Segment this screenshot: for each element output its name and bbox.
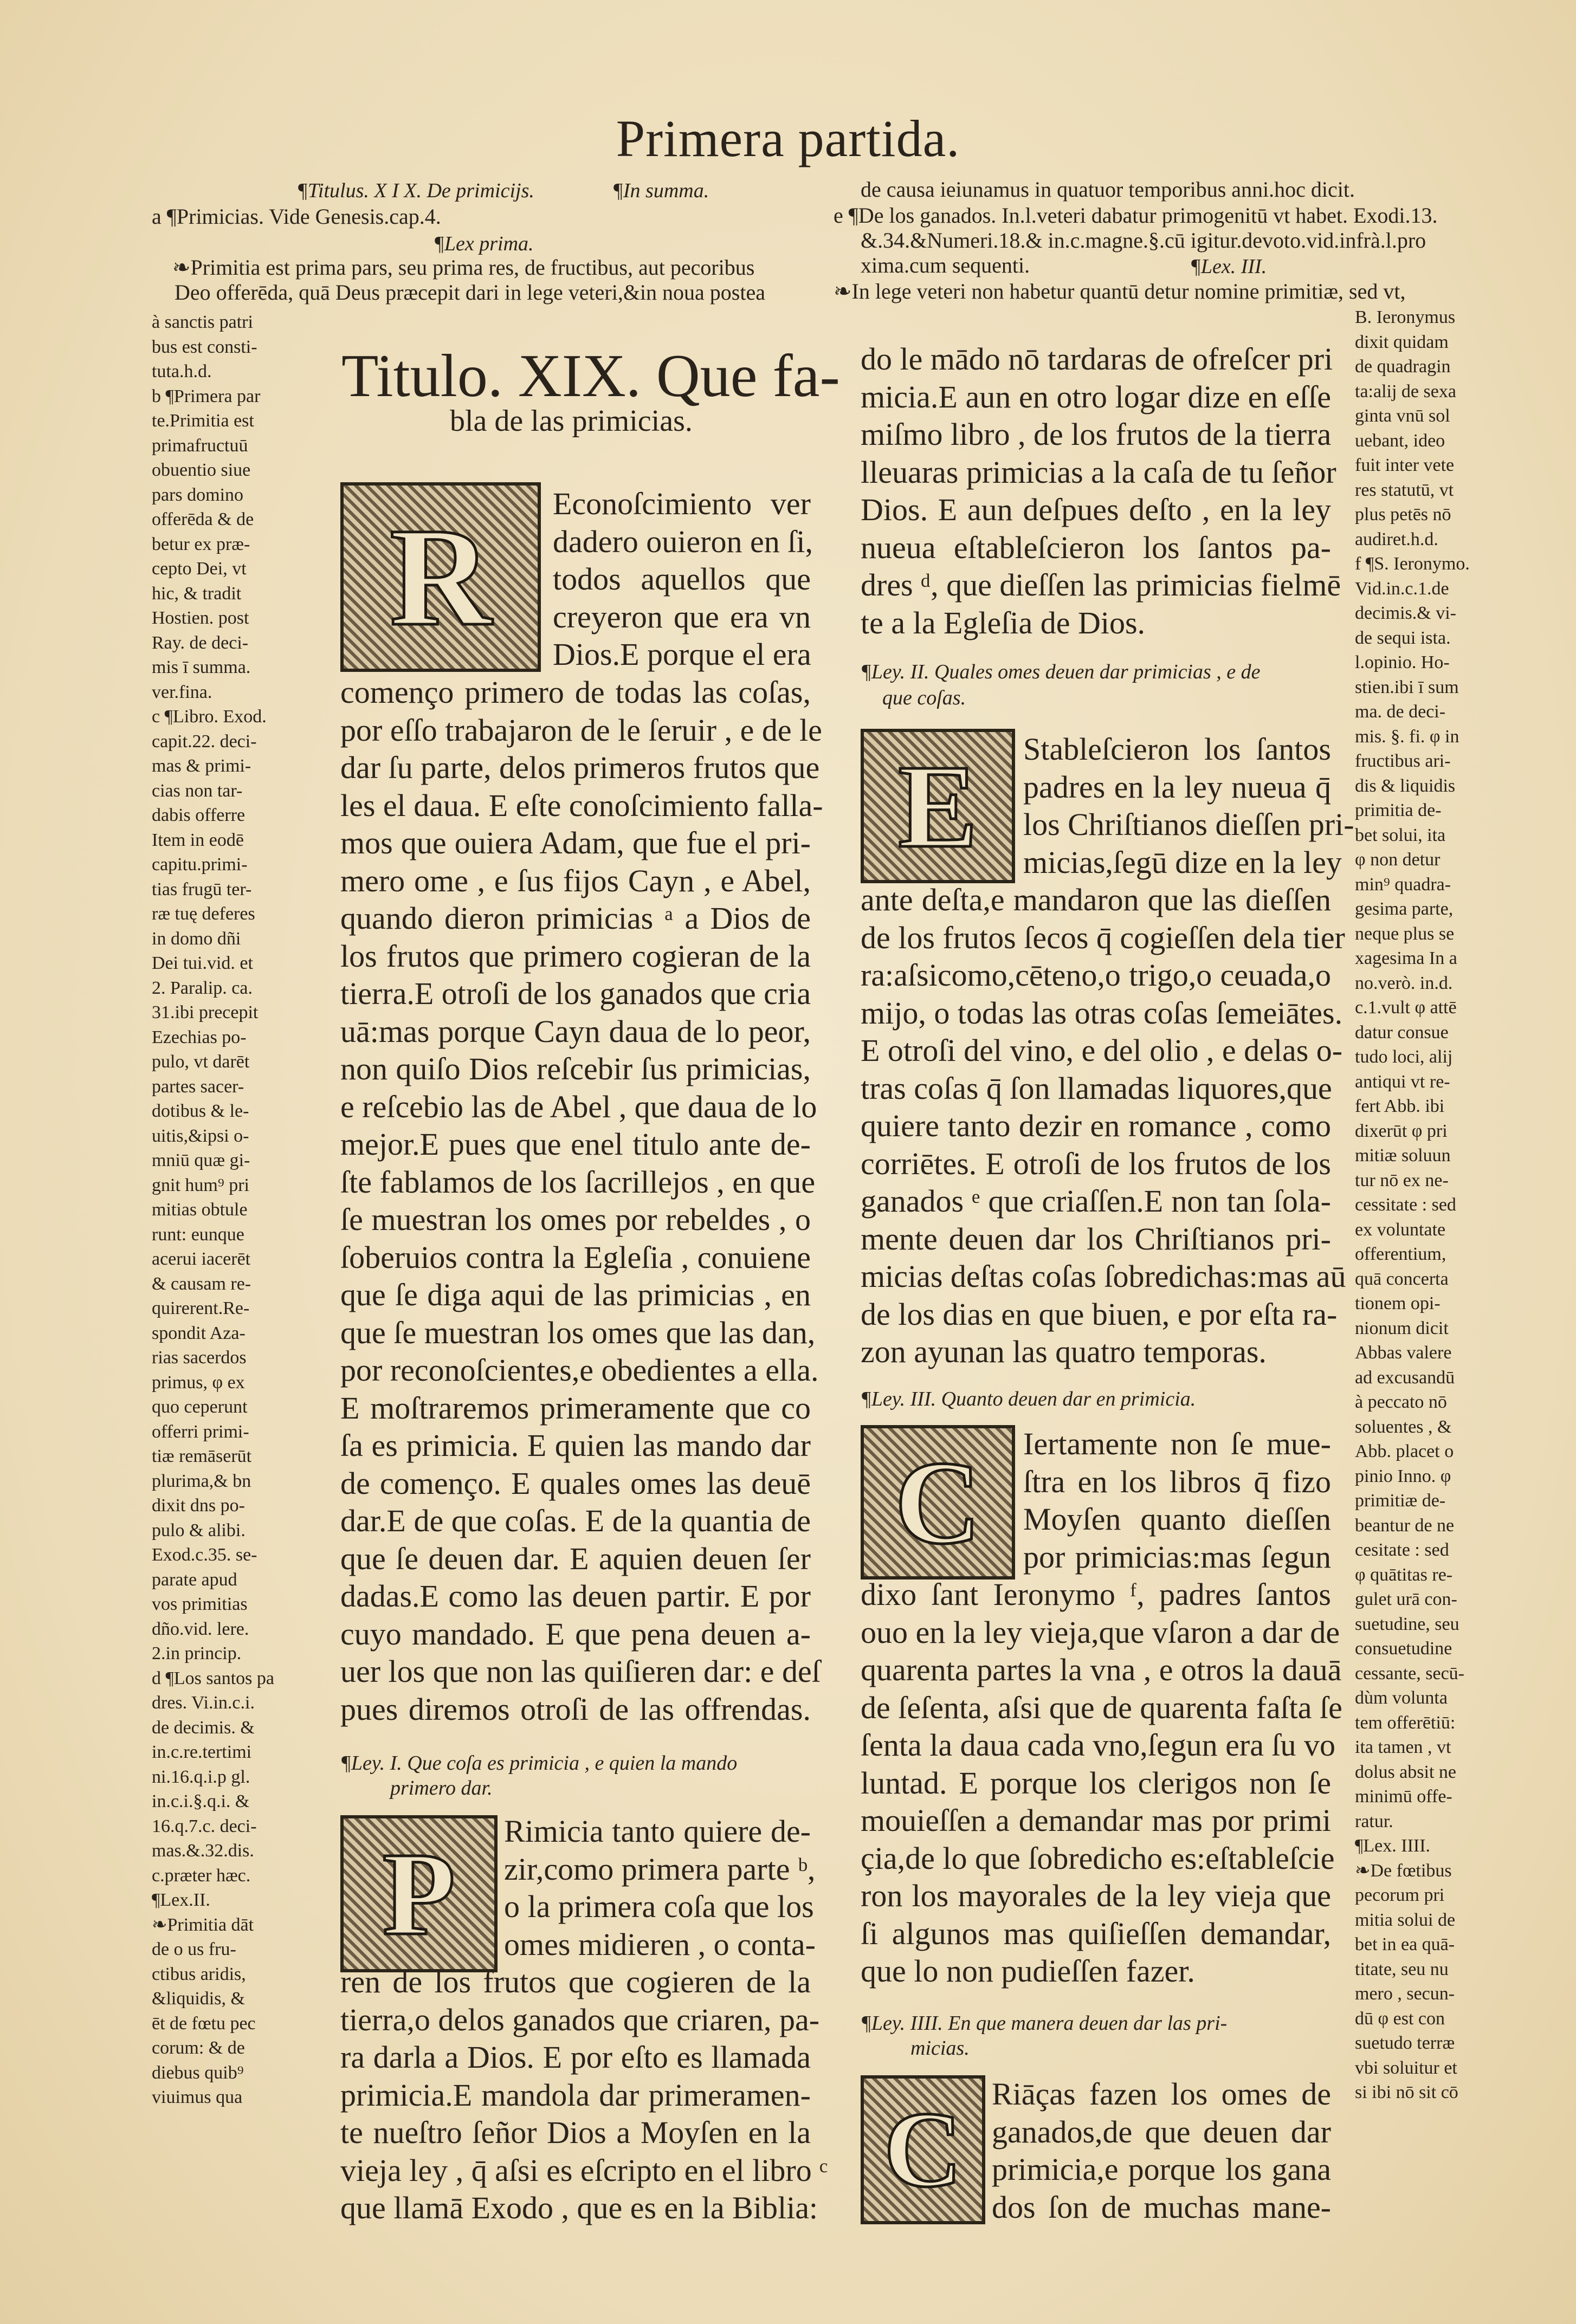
text-line: zon ayunan las quatro temporas. xyxy=(861,1334,1267,1369)
text-line: que ſe muestran los omes que las dan, xyxy=(340,1315,816,1350)
text-line: Moyſen quanto dieſſen xyxy=(1023,1501,1331,1537)
text-line: ganados,de que deuen dar xyxy=(992,2114,1331,2150)
text-line: de los dias en que biuen, e por eſta ra- xyxy=(861,1296,1338,1332)
text-line: vieja ley , q̄ aſsi es eſcripto en el libro ᶜ xyxy=(340,2152,828,2188)
text-line: uā:mas porque Cayn daua de lo peor, xyxy=(340,1013,811,1049)
text-line: ren de los frutos que cogieren de la xyxy=(340,1964,811,1999)
text-line: ouo en la ley vieja,que vſaron a dar de xyxy=(861,1614,1340,1650)
text-line: los frutos que primero cogieran de la xyxy=(340,938,811,974)
text-line: dar.E de que coſas. E de la quantia de xyxy=(340,1503,811,1538)
ley-4-heading-line-1: ¶Ley. IIII. En que manera deuen dar las pri- xyxy=(861,2012,1228,2035)
text-line: que lo non pudieſſen fazer. xyxy=(861,1953,1195,1989)
text-line: mejor.E pues que enel titulo ante de- xyxy=(340,1127,811,1162)
gloss-top-line-2: Deo offerēda, quā Deus præcepit dari in lege veteri,&in noua postea xyxy=(175,280,765,305)
initial-letter: P xyxy=(382,1828,456,1960)
text-line: començo primero de todas las coſas, xyxy=(340,675,811,710)
text-line: ſi algunos mas quiſieſſen demandar, xyxy=(861,1915,1331,1951)
col2-para2-beside xyxy=(1023,730,1354,881)
text-line: Riāças fazen los omes de xyxy=(992,2076,1331,2112)
gloss-top-right-5: ❧In lege veteri non habetur quantū detur nomine primitiæ, sed vt, xyxy=(834,279,1406,303)
text-line: ſenta la daua cada vno,ſegun era ſu vo xyxy=(861,1727,1336,1763)
lex-prima-rubric: ¶Lex prima. xyxy=(434,232,534,255)
text-line: de començo. E quales omes las deuē xyxy=(340,1465,811,1501)
text-line: ſte fablamos de los ſacrillejos , en que xyxy=(340,1164,816,1200)
col2-para3-body xyxy=(861,1576,1342,1990)
title-main: Titulo. XIX. Que fa- xyxy=(341,342,840,410)
right-margin-gloss: B. Ieronymus dixit quidam de quadragin ta:alij de sexa ginta vnū sol uebant, ideo fuit inter vete res statutū, vt plus petēs nō audiret.h.d. f ¶S. Ieronymo. Vid.in.c.1.de decimis.& vi- de sequi ista. l.opinio. Ho- stien.ibi ī sum ma. de deci- mis. §. fi. φ in fructibus ari- dis & liquidis primitia de- bet solui, ita φ non detur min⁹ quadra- gesima parte, neque plus se xagesima In a no.verò. in.d. c.1.vult φ attē datur consue tudo loci, alij antiqui vt re- fert Abb. ibi dixerūt φ pri mitiæ soluun tur nō ex ne- cessitate : sed ex voluntate offerentium, quā concerta tionem opi- nionum dicit Abbas valere ad excusandū à peccato nō soluentes , & Abb. placet o pinio Inno. φ primitiæ de- beantur de ne cesitate : sed φ quātitas re- gulet urā con- suetudine, seu consuetudine cessante, secū- dùm volunta tem offerētiū: ita tamen , vt dolus absit ne minimū offe- ratur. ¶Lex. IIII. ❧De fœtibus pecorum pri mitia solui de bet in ea quā- titate, seu nu mero , secun- dū φ est con suetudo terræ vbi soluitur et si ibi nō sit cō xyxy=(1355,307,1470,2102)
text-line: omes midieren , o conta- xyxy=(504,1926,816,1962)
col2-top-body xyxy=(861,340,1341,642)
text-line: mos que ouiera Adam, que fue el pri- xyxy=(340,825,811,860)
decorated-initial-c2 xyxy=(861,2075,985,2224)
gloss-a-line: a ¶Primicias. Vide Genesis.cap.4. xyxy=(152,204,441,229)
text-line: padres en la ley nueua q̄ xyxy=(1023,769,1331,805)
text-line: e reſcebio las de Abel , que daua de lo xyxy=(340,1089,817,1124)
text-line: uer los que non las quiſieren dar: e deſ xyxy=(340,1654,821,1689)
text-line: micias deſtas coſas ſobredichas:mas aū xyxy=(861,1259,1346,1294)
text-line: ra:aſsicomo,cēteno,o trigo,o ceuada,o xyxy=(861,957,1331,993)
text-line: ſtra en los libros q̄ fizo xyxy=(1023,1464,1331,1499)
text-line: cuyo mandado. E que pena deuen a- xyxy=(340,1616,811,1652)
text-line: mijo, o todas las otras coſas ſemeiātes. xyxy=(861,995,1343,1031)
text-line: ſe muestran los omes por rebeldes , o xyxy=(340,1202,811,1237)
text-line: todos aquellos que xyxy=(553,561,811,597)
ley-1-heading-line-2: primero dar. xyxy=(390,1777,493,1799)
ley-2-heading-line-1: ¶Ley. II. Quales omes deuen dar primicias , e de xyxy=(861,661,1261,683)
decorated-initial-r xyxy=(340,482,541,672)
text-line: ante deſta,e mandaron que las dieſſen xyxy=(861,882,1331,917)
text-line: por eſſo trabajaron de le ſeruir , e de le xyxy=(340,712,822,748)
text-line: de los frutos ſecos q̄ cogieſſen dela tier xyxy=(861,920,1345,955)
decorated-initial-p xyxy=(340,1815,498,1972)
text-line: te a la Egleſia de Dios. xyxy=(861,605,1146,640)
text-line: ra darla a Dios. E por eſto es llamada xyxy=(340,2040,811,2075)
text-line: pues diremos otroſi de las offrendas. xyxy=(340,1691,811,1727)
col1-para1-beside xyxy=(553,485,811,674)
text-line: tras coſas q̄ ſon llamadas liquores,que xyxy=(861,1070,1332,1106)
gloss-top-line-1: ❧Primitia est prima pars, seu prima res, de fructibus, aut pecoribus xyxy=(172,255,755,280)
lex-iii-rubric: ¶Lex. III. xyxy=(1190,255,1267,278)
decorated-initial-c xyxy=(861,1425,1015,1579)
text-line: por reconoſcientes,e obedientes a ella. xyxy=(340,1352,819,1388)
gloss-top-right-3: &.34.&Numeri.18.& in.c.magne.§.cū igitur.devoto.vid.infrà.l.pro xyxy=(861,228,1426,253)
text-line: Econoſcimiento ver xyxy=(553,486,811,521)
initial-letter: R xyxy=(390,499,492,655)
ley-2-heading-line-2: que coſas. xyxy=(882,687,966,709)
text-line: dadero ouieron en ſi, xyxy=(553,523,813,559)
initial-letter: C xyxy=(895,1436,981,1569)
text-line: micias,ſegū dize en la ley xyxy=(1023,844,1342,880)
gloss-top-right-1: de causa ieiunamus in quatuor temporibus anni.hoc dicit. xyxy=(861,177,1355,202)
text-line: non quiſo Dios reſcebir ſus primicias, xyxy=(340,1051,811,1086)
gloss-top-right-2: e ¶De los ganados. In.l.veteri dabatur primogenitū vt habet. Exodi.13. xyxy=(834,203,1438,228)
text-line: que ſe diga aqui de las primicias , en xyxy=(340,1277,811,1312)
initial-letter: C xyxy=(883,2089,963,2210)
text-line: por primicias:mas ſegun xyxy=(1023,1539,1331,1575)
in-summa-rubric: ¶In summa. xyxy=(612,179,709,202)
text-line: de ſeſenta, aſsi que de quarenta faſta ſe xyxy=(861,1689,1342,1725)
ley-3-heading: ¶Ley. III. Quanto deuen dar en primicia. xyxy=(861,1388,1196,1410)
text-line: quiere tanto dezir en romance , como xyxy=(861,1108,1331,1143)
text-line: que ſe deuen dar. E aquien deuen ſer xyxy=(340,1540,811,1576)
ley-4-heading-line-2: micias. xyxy=(910,2037,970,2060)
text-line: mente deuen dar los Chriſtianos pri- xyxy=(861,1221,1331,1257)
text-line: Dios. E aun deſpues deſto , en la ley xyxy=(861,492,1331,527)
text-line: dos ſon de muchas mane- xyxy=(992,2189,1331,2225)
text-line: mero ome , e ſus fijos Cayn , e Abel, xyxy=(340,863,811,898)
left-margin-gloss: à sanctis patri bus est consti- tuta.h.d. b ¶Primera par te.Primitia est primafructuū obuentio siue pars domino offerēda & de betur ex præ- cepto Dei, vt hic, & tradit Hostien. post Ray. de deci- mis ī summa. ver.fina. c ¶Libro. Exod. capit.22. deci- mas & primi- cias non tar- dabis offerre Item in eodē capitu.primi- tias frugū ter- ræ tuę deferes in domo dñi Dei tui.vid. et 2. Paralip. ca. 31.ibi precepit Ezechias po- pulo, vt darēt partes sacer- dotibus & le- uitis,&ipsi o- mniū quæ gi- gnit hum⁹ pri mitias obtule runt: eunque acerui iacerēt & causam re- quirerent.Re- spondit Aza- rias sacerdos primus, φ ex quo ceperunt offerri primi- tiæ remāserūt plurima,& bn dixit dns po- pulo & alibi. Exod.c.35. se- parate apud vos primitias dño.vid. lere. 2.in princip. d ¶Los santos pa dres. Vi.in.c.i. de decimis. & in.c.re.tertimi ni.16.q.i.p gl. in.c.i.§.q.i. & 16.q.7.c. deci- mas.&.32.dis. c.præter hæc. ¶Lex.II. ❧Primitia dāt de o us fru- ctibus aridis, &liquidis, & ēt de fœtu pec corum: & de diebus quib⁹ viuimus qua xyxy=(152,312,274,2107)
text-line: Dios.E porque el era xyxy=(553,637,811,672)
text-line: o la primera coſa que los xyxy=(504,1889,814,1924)
text-line: do le mādo nō tardaras de ofreſcer pri xyxy=(861,341,1333,377)
text-line: dres ᵈ, que dieſſen las primicias fielmē xyxy=(861,567,1341,603)
text-line: zir,como primera parte ᵇ, xyxy=(504,1851,816,1887)
col1-para2-beside xyxy=(504,1812,816,1963)
text-line: Rimicia tanto quiere de- xyxy=(504,1814,811,1849)
text-line: ſa es primicia. E quien las mando dar xyxy=(340,1428,811,1463)
text-line: Iertamente non ſe mue- xyxy=(1023,1426,1331,1461)
text-line: miſmo libro , de los frutos de la tierra xyxy=(861,417,1332,452)
col2-para4-beside xyxy=(992,2075,1331,2226)
text-line: mouieſſen a demandar mas por primi xyxy=(861,1803,1331,1838)
text-line: primicia,e porque los gana xyxy=(992,2152,1331,2187)
text-line: nueua eſtableſcieron los ſantos pa- xyxy=(861,529,1331,565)
text-line: quarenta partes la vna , e otros la dauā xyxy=(861,1652,1342,1687)
text-line: quando dieron primicias ᵃ a Dios de xyxy=(340,901,811,936)
title-sub: bla de las primicias. xyxy=(450,404,693,438)
text-line: corriētes. E otroſi de los frutos de los xyxy=(861,1145,1331,1181)
col1-para1-body xyxy=(340,674,823,1728)
col1-para2-body xyxy=(340,1963,828,2227)
col2-para2-body xyxy=(861,881,1346,1371)
text-line: que llamā Exodo , que es en la Biblia: xyxy=(340,2190,818,2225)
text-line: te nueſtro ſeñor Dios a Moyſen en la xyxy=(340,2115,811,2150)
text-line: ſoberuios contra la Egleſia , conuiene xyxy=(340,1239,811,1275)
ley-1-heading-line-1: ¶Ley. I. Que coſa es primicia , e quien la mando xyxy=(340,1752,738,1775)
text-line: lleuaras primicias a la caſa de tu ſeñor xyxy=(861,454,1336,490)
initial-letter: E xyxy=(898,740,978,872)
decorated-initial-e xyxy=(861,729,1015,883)
text-line: dixo ſant Ieronymo ᶠ, padres ſantos xyxy=(861,1577,1331,1612)
gloss-top-right-4: xima.cum sequenti. xyxy=(861,253,1030,277)
text-line: ron los mayorales de la ley vieja que xyxy=(861,1878,1331,1913)
titulus-rubric: ¶Titulus. X I X. De primicijs. xyxy=(297,179,534,202)
text-line: E otroſi del vino, e del olio , e delas o- xyxy=(861,1033,1343,1068)
text-line: micia.E aun en otro logar dize en eſſe xyxy=(861,379,1331,415)
text-line: dar ſu parte, delos primeros frutos que xyxy=(340,750,820,785)
text-line: primicia.E mandola dar primeramen- xyxy=(340,2077,811,2113)
text-line: les el daua. E eſte conoſcimiento falla- xyxy=(340,787,823,823)
text-line: luntad. E porque los clerigos non ſe xyxy=(861,1765,1331,1801)
text-line: Stableſcieron los ſantos xyxy=(1023,731,1331,767)
text-line: E moſtraremos primeramente que co xyxy=(340,1390,811,1426)
col2-para3-beside xyxy=(1023,1425,1331,1576)
text-line: tierra,o delos ganados que criaren, pa- xyxy=(340,2002,820,2037)
text-line: tierra.E otroſi de los ganados que cria xyxy=(340,976,811,1011)
text-line: ganados ᵉ que criaſſen.E non tan ſola- xyxy=(861,1183,1331,1219)
text-line: creyeron que era vn xyxy=(553,599,811,635)
text-line: los Chriſtianos dieſſen pri- xyxy=(1023,807,1354,842)
text-line: dadas.E como las deuen partir. E por xyxy=(340,1578,811,1614)
text-line: çia,de lo que ſobredicho es:eſtableſcie xyxy=(861,1840,1335,1876)
running-header: Primera partida. xyxy=(616,109,960,167)
